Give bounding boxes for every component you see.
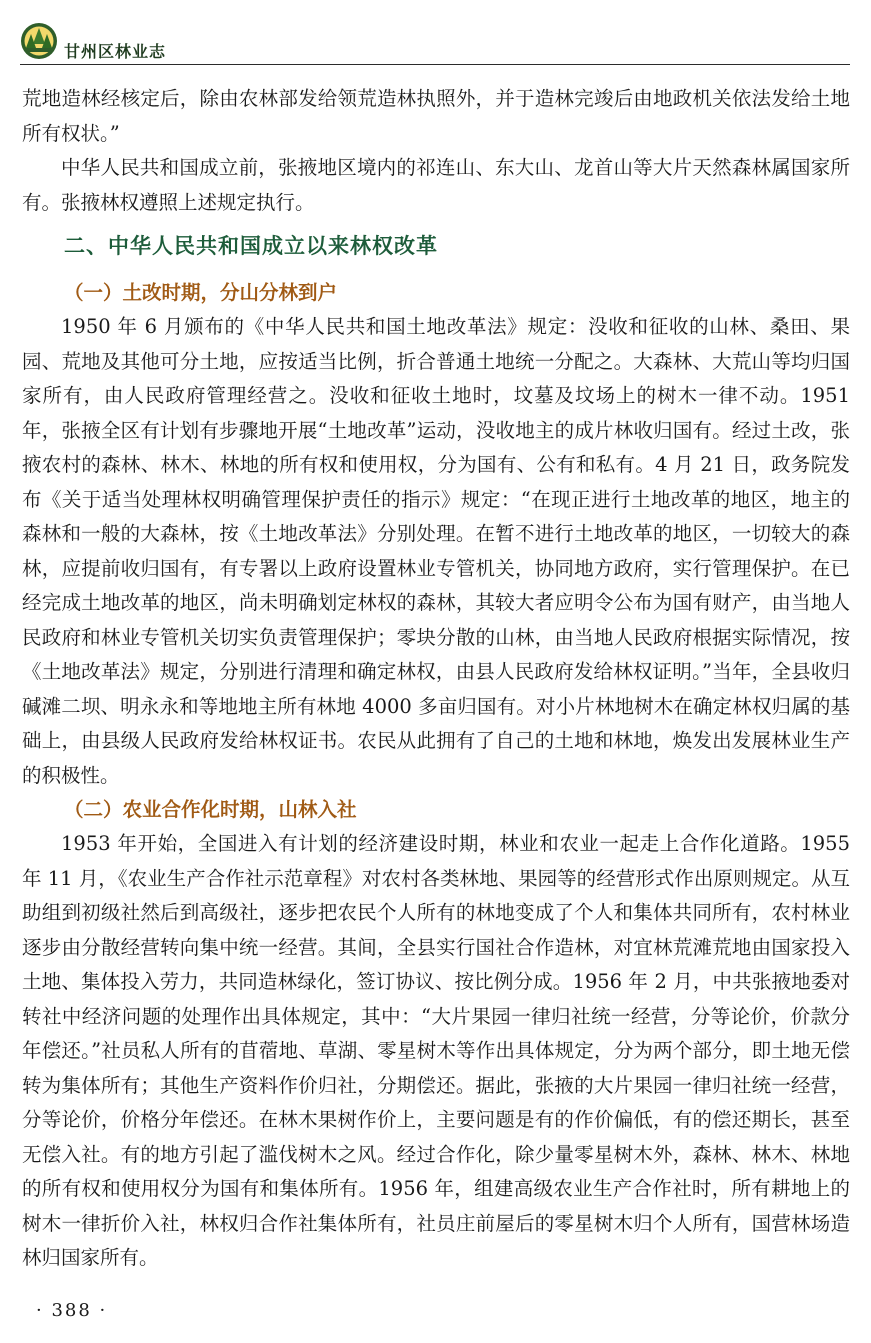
cooperatives-paragraph: 1953 年开始，全国进入有计划的经济建设时期，林业和农业一起走上合作化道路。1955 年 11 月，《农业生产合作社示范章程》对农村各类林地、果园等的经营形式作出原则规定。从互助组到初级社然后到高级社，逐步把农民个人所有的林地变成了个人和集体共同所有，农村林业逐步由分散经营转向集中统一经营。其间，全县实行国社合作造林，对宜林荒滩荒地由国家投入土地、集体投入劳力，共同造林绿化，签订协议、按比例分成。1956 年 2 月，中共张掖地委对转社中经济问题的处理作出具体规定，其中：“大片果园一律归社统一经营，分等论价，价款分年偿还。”社员私人所有的苜蓿地、草湖、零星树木等作出具体规定，分为两个部分，即土地无偿转为集体所有；其他生产资料作价归社，分期偿还。据此，张掖的大片果园一律归社统一经营，分等论价，价格分年偿还。在林木果树作价上，主要问题是有的作价偏低，有的偿还期长，甚至无偿入社。有的地方引起了滥伐树木之风。经过合作化，除少量零星树木外，森林、林木、林地的所有权和使用权分为国有和集体所有。1956 年，组建高级农业生产合作社时，所有耕地上的树木一律折价入社，林权归合作社集体所有，社员庄前屋后的零星树木归个人所有，国营林场造林归国家所有。 <box>22 832 850 1269</box>
page-number: · 388 · <box>36 1300 108 1321</box>
intro-paragraph: 中华人民共和国成立前，张掖地区境内的祁连山、东大山、龙首山等大片天然森林属国家所有。张掖林权遵照上述规定执行。 <box>22 156 850 214</box>
subsection-heading-cooperatives: （二）农业合作化时期，山林入社 <box>64 798 357 821</box>
section-heading: 二、中华人民共和国成立以来林权改革 <box>64 234 438 258</box>
land-reform-paragraph: 1950 年 6 月颁布的《中华人民共和国土地改革法》规定：没收和征收的山林、桑田、果园、荒地及其他可分土地，应按适当比例，折合普通土地统一分配之。大森林、大荒山等均归国家所有，由人民政府管理经营之。没收和征收土地时，坟墓及坟场上的树木一律不动。1951 年，张掖全区有计划有步骤地开展“土地改革”运动，没收地主的成片林收归国有。经过土改，张掖农村的森林、林木、林地的所有权和使用权，分为国有、公有和私有。4 月 21 日，政务院发布《关于适当处理林权明确管理保护责任的指示》规定：“在现正进行土地改革的地区，地主的森林和一般的大森林，按《土地改革法》分别处理。在暂不进行土地改革的地区，一切较大的森林，应提前收归国有，有专署以上政府设置林业专管机关，协同地方政府，实行管理保护。在已经完成土地改革的地区，尚未明确划定林权的森林，其较大者应明令公布为国有财产，由当地人民政府和林业专管机关切实负责管理保护；零块分散的山林，由当地人民政府根据实际情况，按《土地改革法》规定，分别进行清理和确定林权，由县人民政府发给林权证明。”当年，全县收归碱滩二坝、明永永和等地地主所有林地 4000 多亩归国有。对小片林地树木在确定林权归属的基础上，由县级人民政府发给林权证书。农民从此拥有了自己的土地和林地，焕发出发展林业生产的积极性。 <box>22 315 850 787</box>
page-content <box>22 82 850 1276</box>
intro-continuation-paragraph: 荒地造林经核定后，除由农林部发给领荒造林执照外，并于造林完竣后由地政机关依法发给土地所有权状。” <box>22 87 850 145</box>
subsection-heading-land-reform: （一）土改时期，分山分林到户 <box>64 281 338 304</box>
page-header <box>20 22 850 65</box>
forest-emblem-icon <box>20 22 58 60</box>
book-title: 甘州区林业志 <box>64 42 167 61</box>
